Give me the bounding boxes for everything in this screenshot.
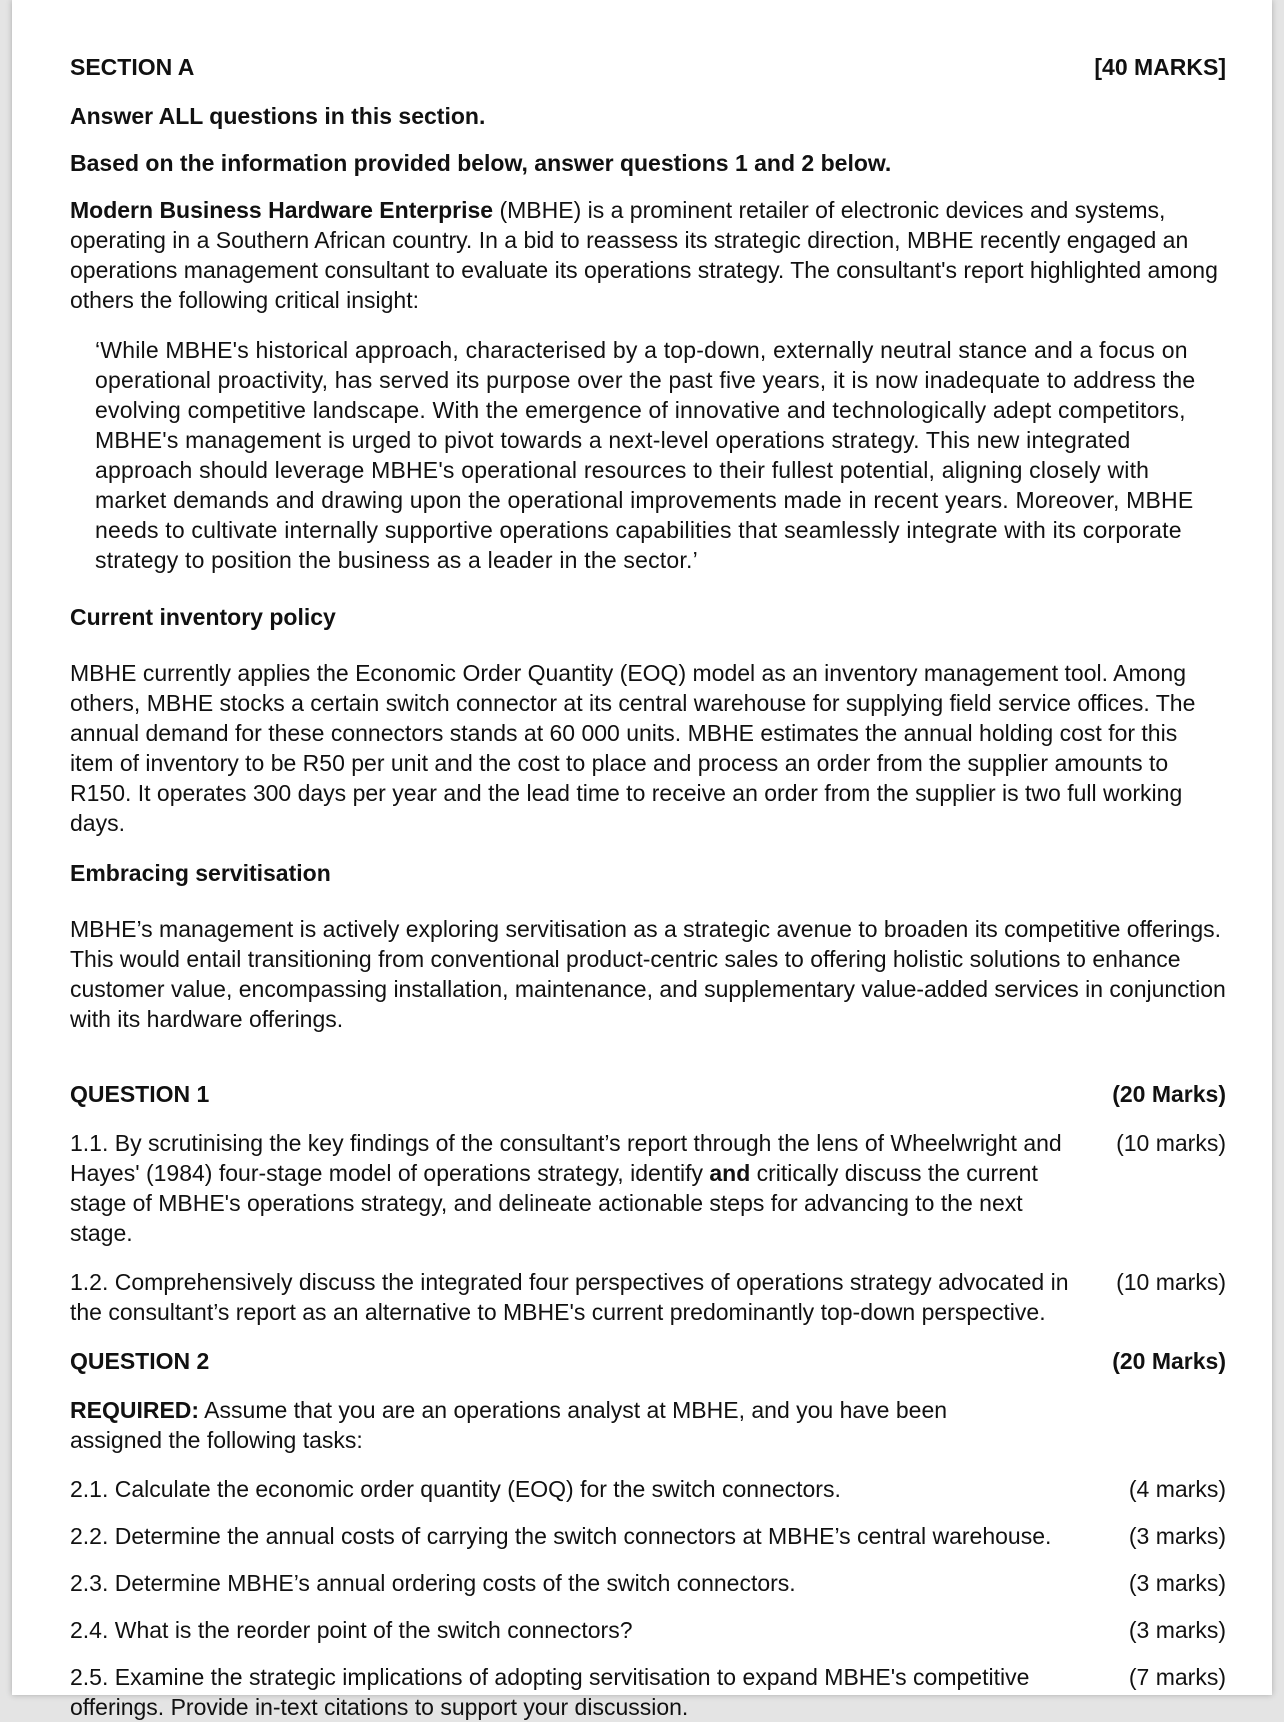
- question-marks: (3 marks): [1128, 1523, 1226, 1549]
- question-text-bold: and: [709, 1160, 751, 1186]
- inventory-heading: Current inventory policy: [70, 604, 336, 630]
- required-label: REQUIRED:: [70, 1397, 200, 1423]
- question-marks: (4 marks): [1128, 1476, 1226, 1502]
- question-item-2-4: [70, 1615, 1226, 1645]
- section-header: [70, 52, 1226, 82]
- section-title: SECTION A: [70, 54, 195, 80]
- question-item-2-3: [70, 1568, 1226, 1598]
- question2-marks: (20 Marks): [1112, 1348, 1226, 1374]
- question-marks: (3 marks): [1128, 1570, 1226, 1596]
- question-text: [70, 1128, 1116, 1248]
- question-marks: (7 marks): [1128, 1664, 1226, 1690]
- required-body: Assume that you are an operations analyst at MBHE, and you have been assigned the following tasks:: [70, 1397, 948, 1453]
- question-text-part-a: 1.1. By scrutinising the key findings of the consultant’s report through the lens of Wheelwright and Hayes' (1984) four-stage model of operations strategy, identify: [70, 1130, 1062, 1186]
- question1-marks: (20 Marks): [1112, 1081, 1226, 1107]
- question-text: 2.5. Examine the strategic implications of adopting servitisation to expand MBHE's competitive offerings. Provide in-text citations to support your discussion.: [70, 1664, 1030, 1720]
- question-item-1-1: [70, 1128, 1226, 1248]
- required-text: [70, 1395, 1226, 1455]
- question-marks: (10 marks): [1116, 1269, 1226, 1295]
- question-text: 2.1. Calculate the economic order quantity (EOQ) for the switch connectors.: [70, 1476, 841, 1502]
- question-marks: (10 marks): [1116, 1130, 1226, 1156]
- intro-text: (MBHE) is a prominent retailer of electronic devices and systems, operating in a Southern African country. In a bid to reassess its strategic direction, MBHE recently engaged an operations management consultant to evaluate its operations strategy. The consultant's report highlighted among others the following critical insight:: [70, 197, 1218, 313]
- question-item-1-2: [70, 1267, 1226, 1327]
- question-text-part-b: critically discuss the current stage of MBHE's operations strategy, and delineate actionable steps for advancing to the next stage.: [70, 1160, 1038, 1246]
- question2-required: [70, 1395, 1226, 1455]
- question-text: 2.4. What is the reorder point of the switch connectors?: [70, 1617, 633, 1643]
- document-content: [70, 52, 1226, 1722]
- question2-title: QUESTION 2: [70, 1348, 210, 1374]
- question2-header: [70, 1346, 1226, 1376]
- inventory-paragraph: MBHE currently applies the Economic Order Quantity (EOQ) model as an inventory management tool. Among others, MBHE stocks a certain switch connector at its central warehouse for supplying field service offices. The annual demand for these connectors stands at 60 000 units. MBHE estimates the annual holding cost for this item of inventory to be R50 per unit and the cost to place and process an order from the supplier amounts to R150. It operates 300 days per year and the lead time to receive an order from the supplier is two full working days.: [70, 660, 1196, 836]
- question-text: 1.2. Comprehensively discuss the integrated four perspectives of operations strategy advocated in the consultant’s report as an alternative to MBHE's current predominantly top-down perspective.: [70, 1269, 1069, 1325]
- instruction-based-on-info: Based on the information provided below, answer questions 1 and 2 below.: [70, 150, 892, 176]
- company-name: Modern Business Hardware Enterprise: [70, 197, 494, 223]
- question1-header: [70, 1079, 1226, 1109]
- intro-paragraph: [70, 195, 1226, 315]
- question-marks: (3 marks): [1128, 1617, 1226, 1643]
- instruction-all-questions: Answer ALL questions in this section.: [70, 103, 486, 129]
- servitisation-paragraph: MBHE’s management is actively exploring servitisation as a strategic avenue to broaden its competitive offerings. This would entail transitioning from conventional product-centric sales to offering holistic solutions to enhance customer value, encompassing installation, maintenance, and supplementary value-added services in conjunction with its hardware offerings.: [70, 916, 1226, 1032]
- section-marks: [40 MARKS]: [1094, 54, 1226, 80]
- question-text: 2.2. Determine the annual costs of carrying the switch connectors at MBHE’s central warehouse.: [70, 1523, 1052, 1549]
- question-item-2-1: [70, 1474, 1226, 1504]
- question-item-2-5: [70, 1662, 1226, 1722]
- question1-title: QUESTION 1: [70, 1081, 210, 1107]
- consultant-quote: ‘While MBHE's historical approach, characterised by a top-down, externally neutral stance and a focus on operational proactivity, has served its purpose over the past five years, it is now inadequate to address the evolving competitive landscape. With the emergence of innovative and technologically adept competitors, MBHE's management is urged to pivot towards a next-level operations strategy. This new integrated approach should leverage MBHE's operational resources to their fullest potential, aligning closely with market demands and drawing upon the operational improvements made in recent years. Moreover, MBHE needs to cultivate internally supportive operations capabilities that seamlessly integrate with its corporate strategy to position the business as a leader in the sector.’: [95, 337, 1196, 573]
- document-page: [12, 0, 1272, 1720]
- servitisation-heading: Embracing servitisation: [70, 860, 331, 886]
- question-item-2-2: [70, 1521, 1226, 1551]
- question-text: 2.3. Determine MBHE’s annual ordering costs of the switch connectors.: [70, 1570, 796, 1596]
